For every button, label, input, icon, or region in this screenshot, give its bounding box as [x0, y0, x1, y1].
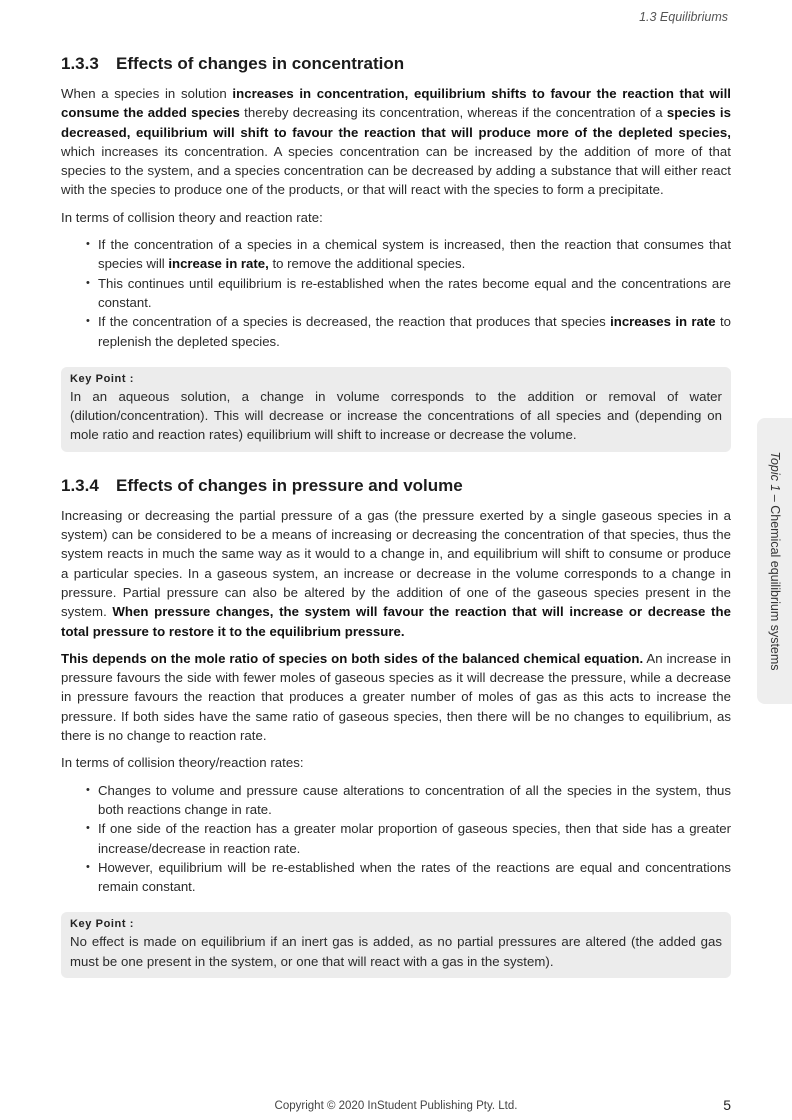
bold-text: increases in rate: [610, 314, 716, 330]
paragraph: [61, 84, 731, 200]
text-run: thereby decreasing its concentration, whereas if the concentration of a: [239, 105, 667, 121]
bold-text: species is decreased, equilibrium will shift to favour the reaction that will produce more of the depleted species,: [61, 105, 731, 140]
bold-text: increases in concentration, equilibrium shifts to favour the reaction that will consume the added species: [61, 86, 731, 121]
page-content: [61, 54, 731, 1002]
text-run: When a species in solution: [61, 86, 233, 101]
topic-side-tab-label: [768, 451, 782, 670]
bullet-list: [61, 781, 731, 897]
text-run: which increases its concentration. A species concentration can be increased by the addition of more of that species to the system, and a species concentration can be decreased by adding a substance that will either react with the species to produce one of the products, or that will react with the species to form a precipitate.: [61, 143, 731, 198]
section-heading-concentration: [61, 54, 731, 74]
key-point-title: Key Point :: [70, 372, 135, 385]
section-number: 1.3.3: [61, 54, 99, 73]
list-item: [98, 312, 731, 351]
bold-text: When pressure changes, the system will favour the reaction that will increase or decrease the total pressure to restore it to the equilibrium pressure.: [61, 604, 731, 639]
page-number: 5: [723, 1097, 731, 1113]
paragraph: [61, 506, 731, 641]
list-item: • However, equilibrium will be re-established when the rates of the reactions are equal and concentrations remain constant.: [98, 858, 731, 897]
list-item: • Changes to volume and pressure cause alterations to concentration of all the species in the system, thus both reactions change in rate.: [98, 781, 731, 820]
list-item: [98, 235, 731, 274]
paragraph: In terms of collision theory and reaction rate:: [61, 209, 323, 225]
text-run: Increasing or decreasing the partial pressure of a gas (the pressure exerted by a single gaseous species in a system) can be considered to be a means of increasing or decreasing the concentration of that species, thus the system reacts in much the same way as it would to a change in, and equilibrium will shift to consume or produce a particular species. In a gaseous system, an increase or decrease in the volume corresponds to a change in pressure. Partial pressure can also be altered by the addition of one of the gaseous species present in the system.: [61, 507, 731, 620]
text-run: to replenish the depleted species.: [98, 314, 731, 349]
topic-subject: Chemical equilibrium systems: [768, 505, 782, 671]
section-title: Effects of changes in pressure and volume: [116, 475, 463, 495]
footer-copyright: Copyright © 2020 InStudent Publishing Pty. Ltd.: [274, 1100, 518, 1112]
text-run: An increase in pressure favours the side with fewer moles of gaseous species as it will decrease the pressure, while a decrease in pressure favours the reaction that produces a greater number of moles of gas as this acts to increase the pressure. If both sides have the same ratio of gaseous species, then there will be no changes to equilibrium, as there is no change to reaction rate.: [61, 650, 731, 744]
key-point-text: No effect is made on equilibrium if an inert gas is added, as no partial pressures are altered (the added gas must be one present in the system, or one that will react with a gas in the system).: [70, 934, 722, 969]
text-run: If the concentration of a species in a chemical system is increased, then the reaction that consumes that species will: [98, 237, 731, 272]
list-item: • This continues until equilibrium is re-established when the rates become equal and the concentrations are constant.: [98, 274, 731, 313]
section-number: 1.3.4: [61, 475, 99, 495]
section-title: Effects of changes in concentration: [116, 54, 405, 73]
text-run: to remove the additional species.: [268, 256, 466, 272]
key-point-text: In an aqueous solution, a change in volume corresponds to the addition or removal of water (dilution/concentration). This will decrease or increase the concentrations of all species and (depending on mole ratio and reaction rates) equilibrium will shift to increase or decrease the volume.: [70, 388, 722, 443]
key-point-box: [61, 912, 731, 978]
paragraph: In terms of collision theory/reaction rates:: [61, 755, 304, 771]
running-header: 1.3 Equilibriums: [639, 10, 728, 24]
key-point-box: [61, 367, 731, 452]
list-item: • If one side of the reaction has a greater molar proportion of gaseous species, then that side has a greater increase/decrease in reaction rate.: [98, 819, 731, 858]
section-heading-pressure: [61, 476, 731, 496]
key-point-title: Key Point :: [70, 918, 135, 931]
topic-number: Topic 1: [768, 451, 782, 492]
topic-dash: –: [768, 491, 782, 506]
bold-text: increase in rate,: [168, 256, 269, 272]
bold-text: This depends on the mole ratio of species on both sides of the balanced chemical equation.: [61, 650, 644, 666]
paragraph: [61, 649, 731, 745]
text-run: If the concentration of a species is decreased, the reaction that produces that species: [98, 314, 611, 330]
bullet-list: [61, 235, 731, 351]
